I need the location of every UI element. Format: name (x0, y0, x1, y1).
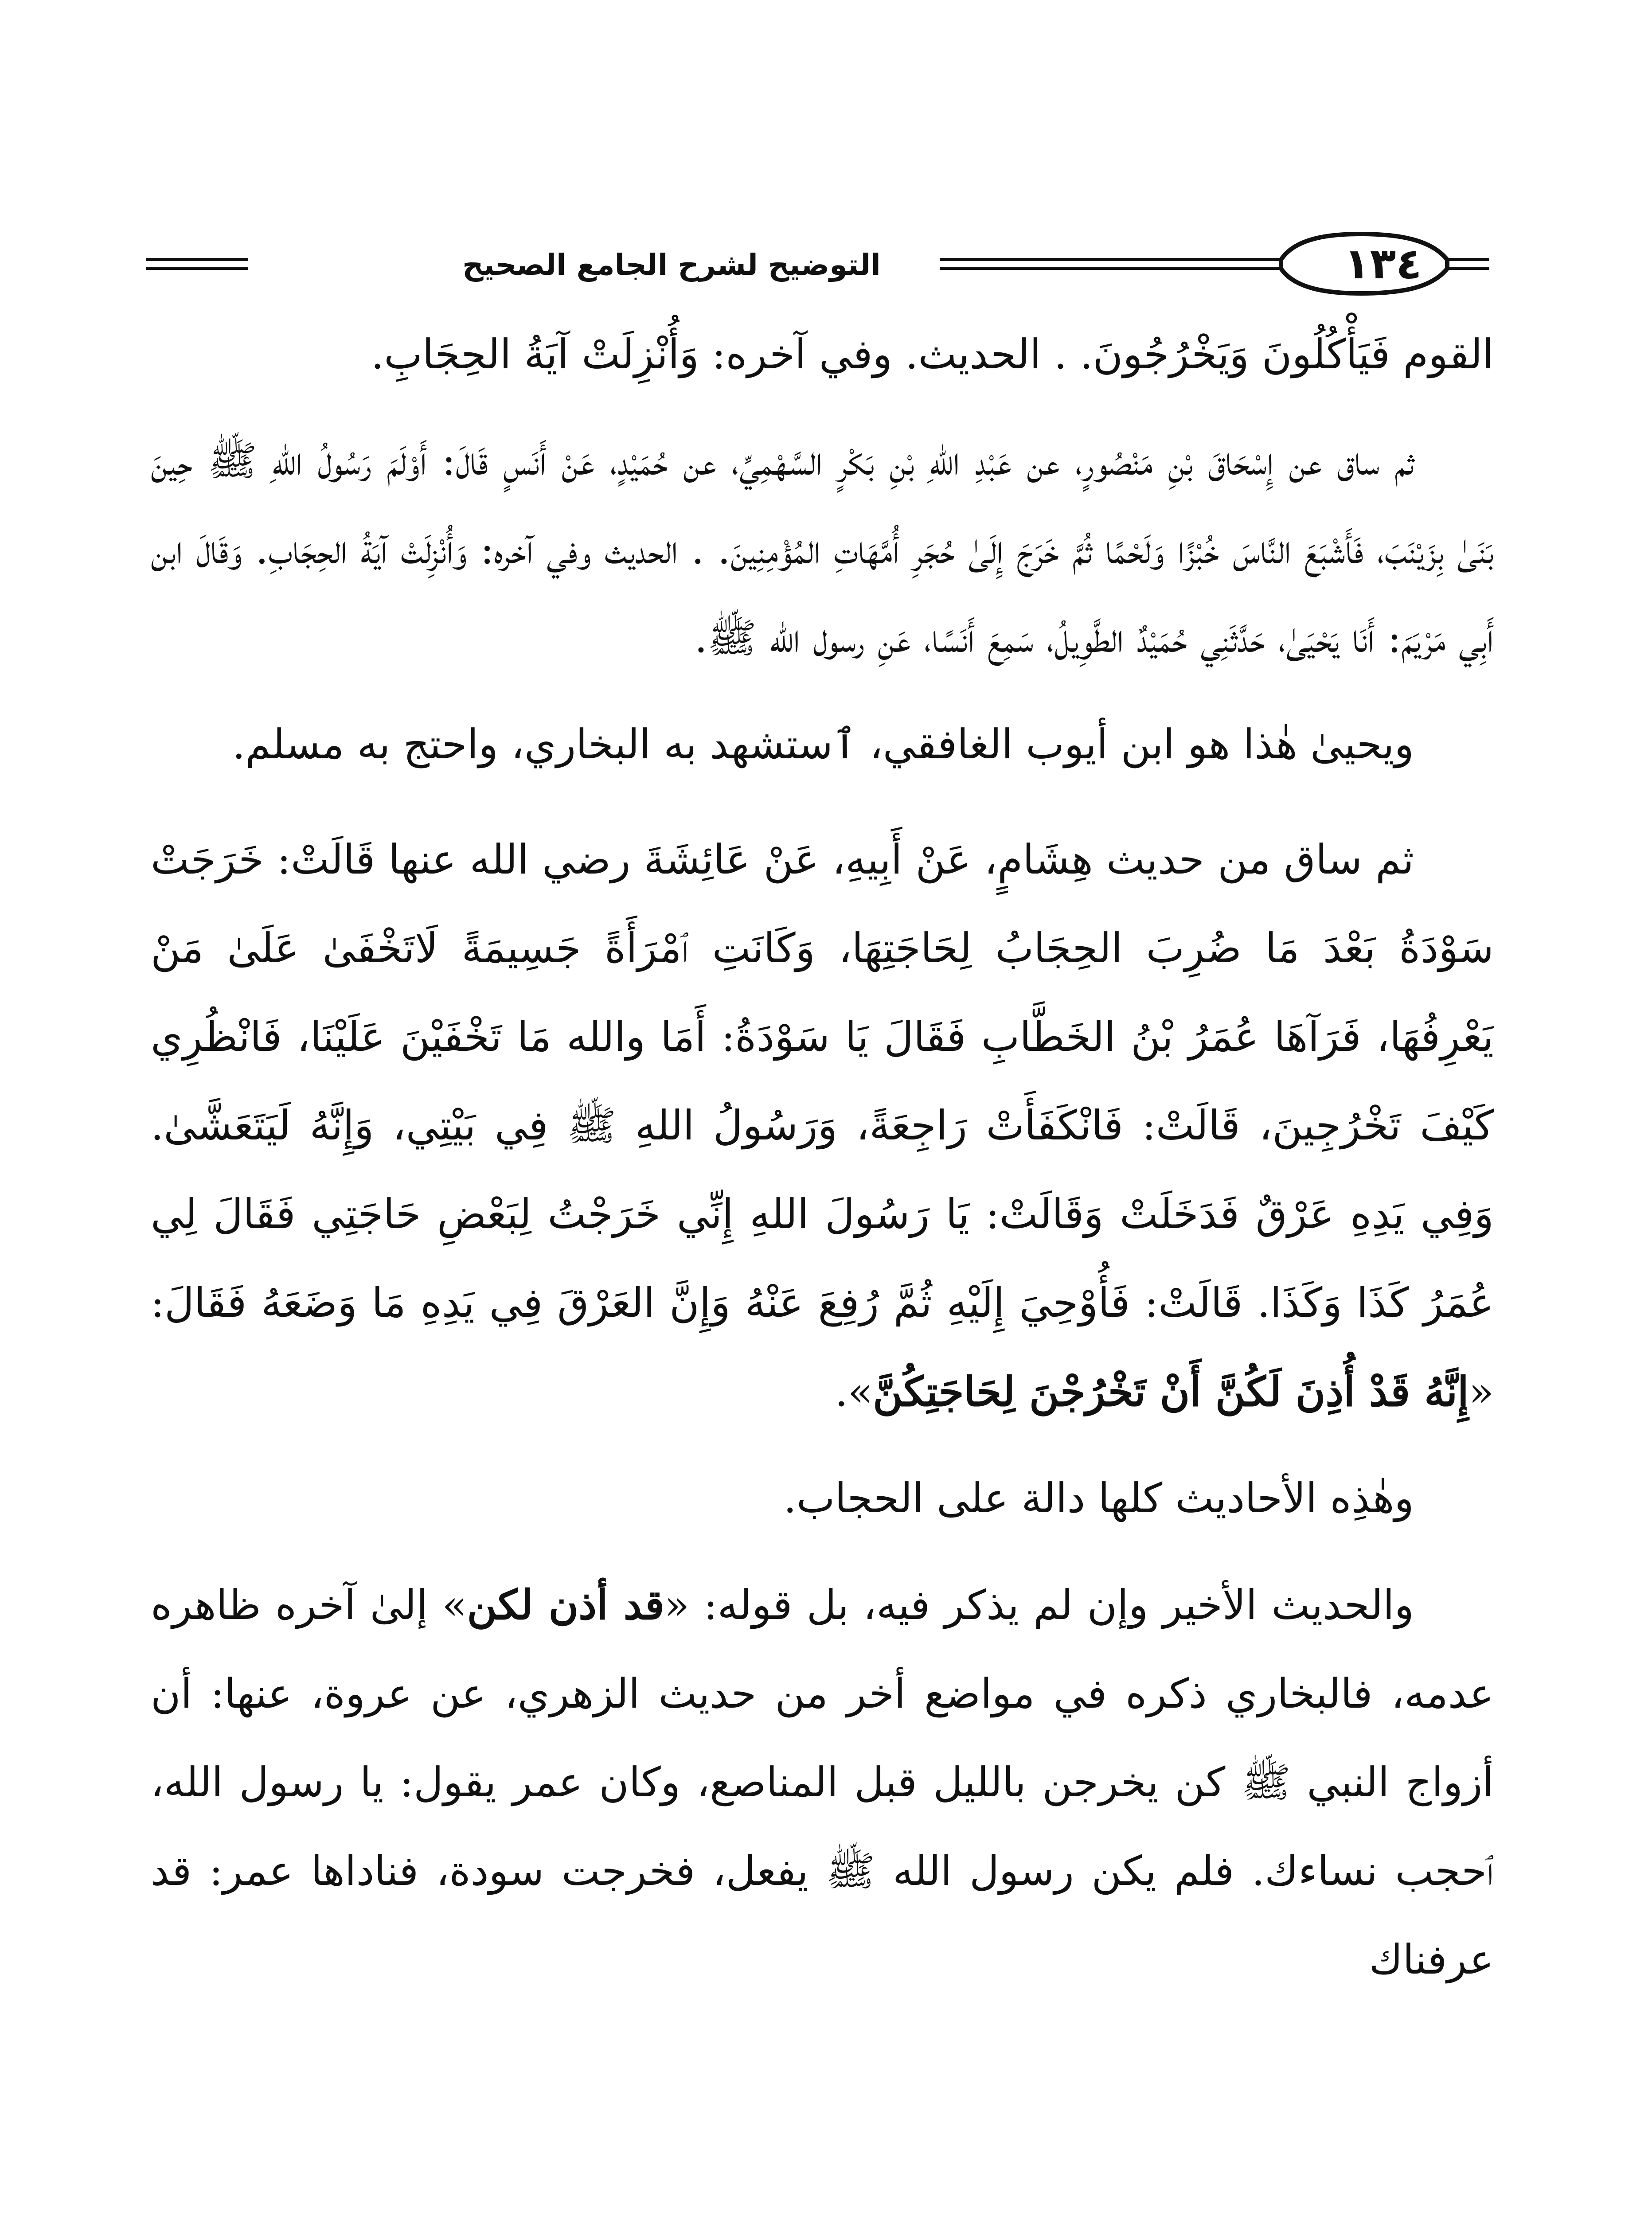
paragraph-4 (151, 815, 1494, 1436)
running-header (146, 230, 1489, 297)
page-body (151, 310, 1494, 2022)
paragraph-6 (151, 1561, 1494, 2004)
paragraph-1: القوم فَيَأْكُلُونَ وَيَخْرُجُونَ. . الحديث. وفي آخره: وَأُنْزِلَتْ آيَةُ الحِجَابِ. (371, 331, 1494, 378)
paragraph-4-text: ثم ساق من حديث هِشَامٍ، عَنْ أَبِيهِ، عَنْ عَائِشَةَ رضي الله عنها قَالَتْ: خَرَجَتْ سَوْدَةُ بَعْدَ مَا ضُرِبَ الحِجَابُ لِحَاجَتِهَا، وَكَانَتِ ٱمْرَأَةً جَسِيمَةً لَاتَخْفَىٰ عَلَىٰ مَنْ يَعْرِفُهَا، فَرَآهَا عُمَرُ بْنُ الخَطَّابِ فَقَالَ يَا سَوْدَةُ: أَمَا والله مَا تَخْفَيْنَ عَلَيْنَا، فَانْظُرِي كَيْفَ تَخْرُجِينَ، قَالَتْ: فَانْكَفَأَتْ رَاجِعَةً، وَرَسُولُ اللهِ ﷺ فِي بَيْتِي، وَإِنَّهُ لَيَتَعَشَّىٰ. وَفِي يَدِهِ عَرْقٌ فَدَخَلَتْ وَقَالَتْ: يَا رَسُولَ اللهِ إِنِّي خَرَجْتُ لِبَعْضِ حَاجَتِي فَقَالَ لِي عُمَرُ كَذَا وَكَذَا. قَالَتْ: فَأُوْحِيَ إِلَيْهِ ثُمَّ رُفِعَ عَنْهُ وَإِنَّ العَرْقَ فِي يَدِهِ مَا وَضَعَهُ فَقَالَ: « (151, 836, 1494, 1416)
paragraph-6-rest: » إلىٰ آخره ظاهره عدمه، فالبخاري ذكره في مواضع أخر من حديث الزهري، عن عروة، عنها: أن أزواج النبي ﷺ كن يخرجن بالليل قبل المناصع، وكان عمر يقول: يا رسول الله، ٱحجب نساءك. فلم يكن رسول الله ﷺ يفعل، فخرجت سودة، فناداها عمر: قد عرفناك (151, 1581, 1494, 1983)
paragraph-4-hadith-quote: إِنَّهُ قَدْ أُذِنَ لَكُنَّ أَنْ تَخْرُجْنَ لِحَاجَتِكُنَّ (873, 1368, 1469, 1416)
page-number: ١٣٤ (1344, 239, 1422, 289)
paragraph-3: ويحيىٰ هٰذا هو ابن أيوب الغافقي، ٱستشهد به البخاري، واحتج به مسلم. (232, 721, 1414, 768)
paragraph-6-quote: قد أذن لكن (467, 1581, 665, 1629)
paragraph-5: وهٰذِه الأحاديث كلها دالة على الحجاب. (783, 1475, 1414, 1522)
paragraph-6-text: والحديث الأخير وإن لم يذكر فيه، بل قوله: « (664, 1581, 1414, 1629)
book-title: التوضيح لشرح الجامع الصحيح (417, 240, 926, 289)
paragraph-2: ثم ساق عن إِسْحَاقَ بْنِ مَنْصُورٍ، عن عَبْدِ اللهِ بْنِ بَكْرٍ السَّهْمِيِّ، عن حُمَيْدٍ، عَنْ أَنَسٍ قَالَ: أَوْلَمَ رَسُولُ اللهِ ﷺ حِينَ بَنَىٰ بِزَيْنَبَ، فَأَشْبَعَ النَّاسَ خُبْزًا وَلَحْمًا ثُمَّ خَرَجَ إِلَىٰ حُجَرِ أُمَّهَاتِ المُؤْمِنِينَ. . الحديث وفي آخره: وَأُنْزِلَتْ آيَةُ الحِجَابِ. وَقَالَ ابن أَبِي مَرْيَمَ: أَنَا يَحْيَىٰ، حَدَّثَنِي حُمَيْدٌ الطَّوِيلُ، سَمِعَ أَنَسًا، عَنِ رسول الله ﷺ. (151, 437, 1494, 662)
paragraph-4-end: ». (835, 1368, 873, 1416)
